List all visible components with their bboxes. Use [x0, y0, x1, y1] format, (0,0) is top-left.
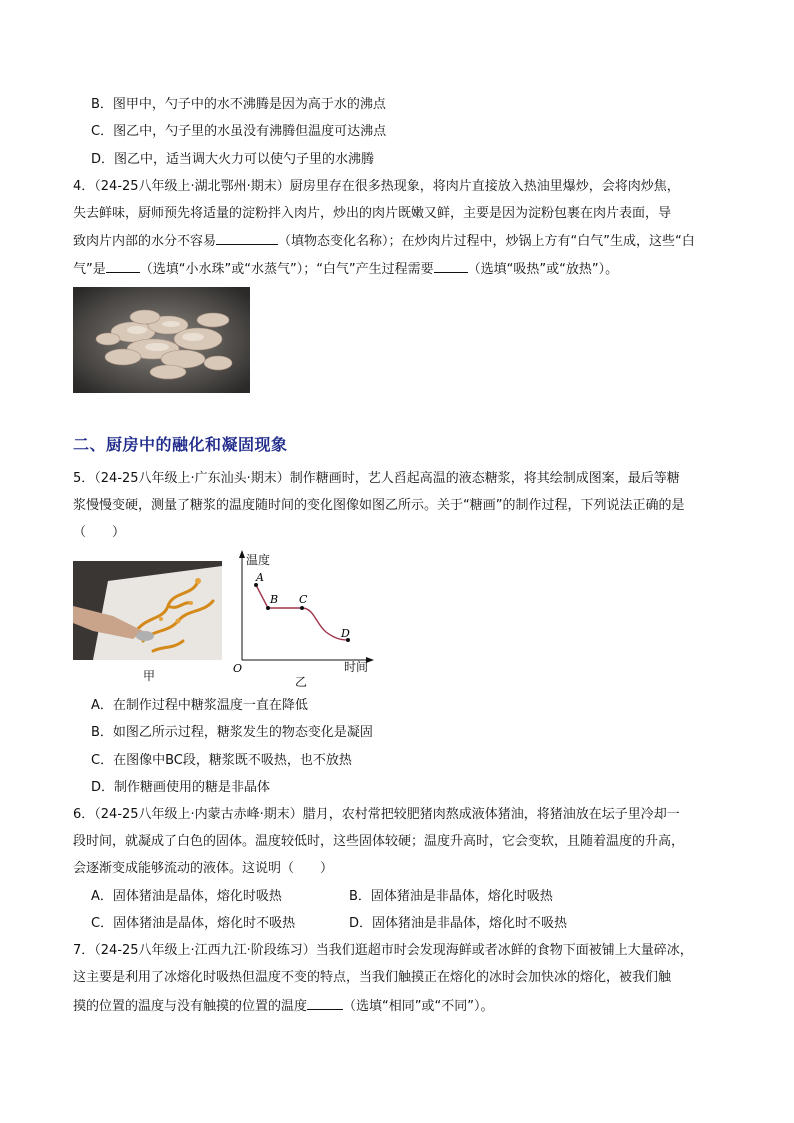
q6-option-a: A．固体猪油是晶体，熔化时吸热 — [91, 889, 282, 904]
caption-jia: 甲 — [143, 669, 156, 683]
q5-option-b: B．如图乙所示过程，糖浆发生的物态变化是凝固 — [91, 725, 373, 740]
stir-fry-photo — [73, 287, 250, 393]
q4-line-3-text-b: （填物态变化名称）；在炒肉片过程中，炒锅上方有“白气”生成，这些“白 — [278, 234, 695, 249]
q7-line-3-text-b: （选填“相同”或“不同”）。 — [343, 999, 494, 1014]
q4-line-3-text-a: 致肉片内部的水分不容易 — [73, 234, 217, 249]
q4-blank-2[interactable] — [106, 260, 140, 273]
graph-origin: O — [233, 662, 243, 674]
graph-y-axis-label: 温度 — [246, 553, 271, 567]
q4-line-4-text-a: 气”是 — [73, 262, 106, 277]
q5-line-2: 浆慢慢变硬，测量了糖浆的温度随时间的变化图像如图乙所示。关于“糖画”的制作过程，下列说法正确的是 — [73, 498, 685, 513]
q4-line-4-text-c: （选填“吸热”或“放热”）。 — [467, 262, 619, 277]
temperature-time-graph — [230, 548, 380, 674]
q4-line-4-text-b: （选填“小水珠”或“水蒸气”）；“白气”产生过程需要 — [139, 262, 434, 277]
q3-option-d: D．图乙中，适当调大火力可以使勺子里的水沸腾 — [91, 152, 375, 167]
q4-blank-1[interactable] — [216, 232, 278, 245]
q3-option-c: C．图乙中，勺子里的水虽没有沸腾但温度可达沸点 — [91, 124, 387, 139]
sugar-painting-photo — [73, 561, 222, 660]
q7-line-1: 7．（24-25八年级上·江西九江·阶段练习）当我们逛超市时会发现海鲜或者冰鲜的食物下面被铺上大量碎冰， — [73, 943, 693, 958]
q3-option-b: B．图甲中，勺子中的水不沸腾是因为高于水的沸点 — [91, 97, 386, 112]
q6-option-b: B．固体猪油是非晶体，熔化时吸热 — [349, 889, 553, 904]
q4-line-1: 4．（24-25八年级上·湖北鄂州·期末）厨房里存在很多热现象，将肉片直接放入热油里爆炒，会将肉炒焦， — [73, 179, 680, 194]
q7-line-2: 这主要是利用了冰熔化时吸热但温度不变的特点，当我们触摸正在熔化的冰时会加快冰的熔化，被我们触 — [73, 970, 672, 985]
q4-line-4 — [73, 260, 618, 279]
q4-line-3 — [73, 232, 695, 251]
q5-option-d: D．制作糖画使用的糖是非晶体 — [91, 780, 271, 795]
q6-line-3: 会逐渐变成能够流动的液体。这说明（ ） — [73, 861, 334, 876]
graph-point-a: A — [256, 571, 264, 584]
q7-line-3-text-a: 摸的位置的温度与没有触摸的位置的温度 — [73, 999, 308, 1014]
graph-point-b: B — [270, 593, 279, 606]
q4-blank-3[interactable] — [434, 260, 468, 273]
q5-option-a: A．在制作过程中糖浆温度一直在降低 — [91, 698, 308, 713]
q5-option-c: C．在图像中BC段，糖浆既不吸热，也不放热 — [91, 753, 352, 768]
caption-yi: 乙 — [295, 675, 308, 689]
q7-line-3 — [73, 997, 493, 1016]
q4-line-2: 失去鲜味，厨师预先将适量的淀粉拌入肉片，炒出的肉片既嫩又鲜，主要是因为淀粉包裹在肉片表面，导 — [73, 206, 672, 221]
q6-option-c: C．固体猪油是晶体，熔化时不吸热 — [91, 916, 296, 931]
graph-point-c: C — [299, 593, 308, 606]
q5-line-3: （ ） — [73, 525, 126, 540]
graph-x-axis-label: 时间 — [344, 660, 369, 674]
q7-blank[interactable] — [307, 997, 343, 1010]
q5-line-1: 5．（24-25八年级上·广东汕头·期末）制作糖画时，艺人舀起高温的液态糖浆，将其绘制成图案，最后等糖 — [73, 471, 680, 486]
q6-option-d: D．固体猪油是非晶体，熔化时不吸热 — [349, 916, 568, 931]
q6-line-1: 6．（24-25八年级上·内蒙古赤峰·期末）腊月，农村常把较肥猪肉熬成液体猪油，将猪油放在坛子里冷却一 — [73, 807, 680, 822]
section-heading: 二、厨房中的融化和凝固现象 — [73, 435, 288, 454]
q6-line-2: 段时间，就凝成了白色的固体。温度较低时，这些固体较硬；温度升高时，它会变软，且随着温度的升高， — [73, 834, 685, 849]
graph-point-d: D — [341, 627, 350, 640]
